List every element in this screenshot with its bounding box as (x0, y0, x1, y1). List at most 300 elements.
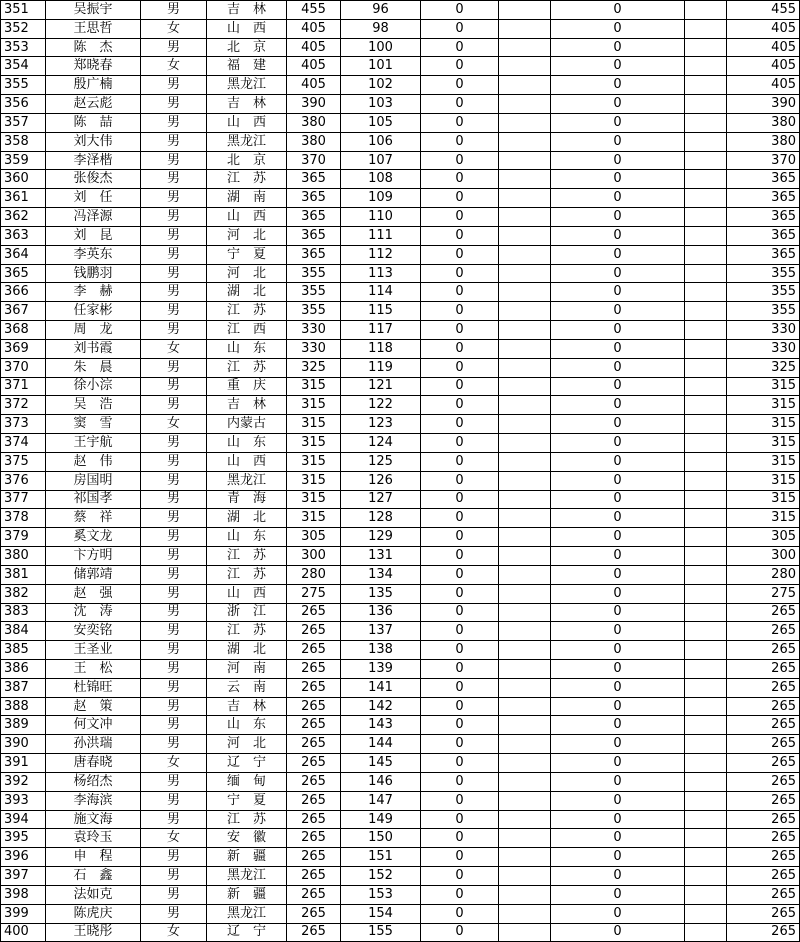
table-row (1, 19, 800, 38)
cell-gender: 女 (141, 19, 207, 38)
cell-blank-a (499, 396, 551, 415)
cell-region: 河 南 (207, 659, 287, 678)
cell-total-score: 365 (287, 226, 341, 245)
table-row (1, 151, 800, 170)
cell-rank: 379 (1, 528, 46, 547)
cell-blank-a (499, 321, 551, 340)
cell-region: 北 京 (207, 38, 287, 57)
cell-bonus-b: 0 (551, 434, 685, 453)
cell-position: 149 (341, 810, 421, 829)
cell-final-score: 315 (727, 490, 800, 509)
cell-final-score: 365 (727, 170, 800, 189)
cell-blank-a (499, 113, 551, 132)
cell-bonus-b: 0 (551, 321, 685, 340)
cell-total-score: 315 (287, 415, 341, 434)
cell-position: 121 (341, 377, 421, 396)
cell-blank-a (499, 76, 551, 95)
cell-total-score: 455 (287, 1, 341, 20)
cell-bonus-a: 0 (421, 735, 499, 754)
cell-gender: 男 (141, 76, 207, 95)
cell-position: 145 (341, 754, 421, 773)
cell-name: 李泽楷 (46, 151, 141, 170)
cell-final-score: 265 (727, 659, 800, 678)
cell-name: 安奕铭 (46, 622, 141, 641)
cell-bonus-a: 0 (421, 885, 499, 904)
cell-blank-a (499, 885, 551, 904)
cell-rank: 377 (1, 490, 46, 509)
cell-final-score: 370 (727, 151, 800, 170)
cell-name: 唐春晓 (46, 754, 141, 773)
table-row (1, 208, 800, 227)
table-row (1, 848, 800, 867)
cell-gender: 男 (141, 226, 207, 245)
cell-region: 湖 北 (207, 641, 287, 660)
table-row (1, 57, 800, 76)
table-row (1, 622, 800, 641)
cell-region: 吉 林 (207, 697, 287, 716)
cell-name: 王 松 (46, 659, 141, 678)
cell-bonus-a: 0 (421, 452, 499, 471)
cell-rank: 392 (1, 772, 46, 791)
cell-bonus-b: 0 (551, 452, 685, 471)
cell-position: 136 (341, 603, 421, 622)
cell-bonus-a: 0 (421, 113, 499, 132)
table-row (1, 377, 800, 396)
cell-gender: 女 (141, 57, 207, 76)
cell-region: 辽 宁 (207, 923, 287, 942)
cell-gender: 男 (141, 659, 207, 678)
cell-blank-a (499, 377, 551, 396)
cell-name: 房国明 (46, 471, 141, 490)
cell-blank-b (685, 132, 727, 151)
cell-blank-a (499, 132, 551, 151)
table-row (1, 810, 800, 829)
cell-region: 北 京 (207, 151, 287, 170)
cell-position: 125 (341, 452, 421, 471)
cell-bonus-b: 0 (551, 584, 685, 603)
cell-blank-a (499, 754, 551, 773)
cell-final-score: 265 (727, 622, 800, 641)
cell-gender: 男 (141, 264, 207, 283)
cell-bonus-b: 0 (551, 659, 685, 678)
cell-rank: 382 (1, 584, 46, 603)
cell-bonus-a: 0 (421, 170, 499, 189)
cell-position: 103 (341, 95, 421, 114)
cell-blank-b (685, 528, 727, 547)
cell-total-score: 315 (287, 490, 341, 509)
cell-gender: 女 (141, 923, 207, 942)
cell-rank: 398 (1, 885, 46, 904)
cell-gender: 男 (141, 678, 207, 697)
cell-bonus-b: 0 (551, 396, 685, 415)
cell-bonus-b: 0 (551, 565, 685, 584)
cell-final-score: 300 (727, 547, 800, 566)
cell-final-score: 315 (727, 452, 800, 471)
cell-region: 湖 南 (207, 189, 287, 208)
cell-gender: 男 (141, 622, 207, 641)
cell-position: 153 (341, 885, 421, 904)
cell-bonus-a: 0 (421, 358, 499, 377)
cell-blank-b (685, 659, 727, 678)
cell-blank-a (499, 848, 551, 867)
cell-position: 152 (341, 867, 421, 886)
cell-total-score: 355 (287, 302, 341, 321)
cell-region: 黑龙江 (207, 867, 287, 886)
cell-blank-b (685, 189, 727, 208)
cell-total-score: 265 (287, 885, 341, 904)
table-row (1, 603, 800, 622)
cell-region: 新 疆 (207, 885, 287, 904)
cell-rank: 387 (1, 678, 46, 697)
table-row (1, 321, 800, 340)
cell-blank-a (499, 829, 551, 848)
cell-rank: 354 (1, 57, 46, 76)
cell-region: 缅 甸 (207, 772, 287, 791)
cell-bonus-a: 0 (421, 810, 499, 829)
cell-total-score: 355 (287, 283, 341, 302)
cell-bonus-a: 0 (421, 754, 499, 773)
cell-blank-b (685, 38, 727, 57)
cell-blank-a (499, 509, 551, 528)
cell-blank-a (499, 1, 551, 20)
cell-total-score: 265 (287, 923, 341, 942)
cell-final-score: 265 (727, 885, 800, 904)
cell-rank: 361 (1, 189, 46, 208)
cell-region: 山 西 (207, 584, 287, 603)
cell-rank: 351 (1, 1, 46, 20)
cell-total-score: 265 (287, 754, 341, 773)
cell-bonus-a: 0 (421, 697, 499, 716)
cell-blank-a (499, 641, 551, 660)
cell-blank-b (685, 697, 727, 716)
cell-region: 江 苏 (207, 547, 287, 566)
cell-blank-b (685, 113, 727, 132)
table-row (1, 76, 800, 95)
cell-name: 窦 雪 (46, 415, 141, 434)
cell-final-score: 405 (727, 19, 800, 38)
cell-region: 湖 北 (207, 283, 287, 302)
cell-bonus-a: 0 (421, 490, 499, 509)
cell-name: 冯泽源 (46, 208, 141, 227)
cell-position: 150 (341, 829, 421, 848)
cell-bonus-b: 0 (551, 113, 685, 132)
cell-bonus-a: 0 (421, 321, 499, 340)
cell-bonus-a: 0 (421, 528, 499, 547)
cell-name: 刘 昆 (46, 226, 141, 245)
cell-blank-a (499, 678, 551, 697)
cell-region: 重 庆 (207, 377, 287, 396)
cell-rank: 384 (1, 622, 46, 641)
cell-bonus-b: 0 (551, 415, 685, 434)
cell-region: 河 北 (207, 735, 287, 754)
cell-gender: 男 (141, 547, 207, 566)
cell-final-score: 315 (727, 509, 800, 528)
cell-final-score: 330 (727, 321, 800, 340)
cell-blank-a (499, 264, 551, 283)
cell-position: 107 (341, 151, 421, 170)
cell-rank: 363 (1, 226, 46, 245)
cell-bonus-b: 0 (551, 735, 685, 754)
cell-name: 钱鹏羽 (46, 264, 141, 283)
cell-final-score: 265 (727, 641, 800, 660)
cell-total-score: 315 (287, 377, 341, 396)
table-row (1, 396, 800, 415)
cell-name: 郑晓春 (46, 57, 141, 76)
cell-blank-a (499, 716, 551, 735)
cell-total-score: 390 (287, 95, 341, 114)
cell-gender: 男 (141, 904, 207, 923)
cell-bonus-b: 0 (551, 885, 685, 904)
cell-rank: 359 (1, 151, 46, 170)
cell-blank-a (499, 547, 551, 566)
cell-blank-b (685, 396, 727, 415)
cell-total-score: 330 (287, 339, 341, 358)
cell-gender: 男 (141, 848, 207, 867)
cell-blank-b (685, 226, 727, 245)
cell-name: 张俊杰 (46, 170, 141, 189)
cell-gender: 男 (141, 434, 207, 453)
cell-gender: 男 (141, 377, 207, 396)
table-row (1, 829, 800, 848)
cell-region: 吉 林 (207, 1, 287, 20)
cell-name: 法如克 (46, 885, 141, 904)
cell-total-score: 405 (287, 76, 341, 95)
table-body (1, 1, 800, 942)
cell-rank: 369 (1, 339, 46, 358)
cell-blank-b (685, 57, 727, 76)
cell-name: 刘书霞 (46, 339, 141, 358)
cell-position: 142 (341, 697, 421, 716)
cell-total-score: 365 (287, 208, 341, 227)
cell-position: 117 (341, 321, 421, 340)
cell-final-score: 315 (727, 396, 800, 415)
cell-gender: 男 (141, 321, 207, 340)
cell-bonus-a: 0 (421, 264, 499, 283)
cell-gender: 女 (141, 339, 207, 358)
cell-bonus-a: 0 (421, 226, 499, 245)
cell-total-score: 405 (287, 57, 341, 76)
cell-blank-b (685, 791, 727, 810)
cell-rank: 400 (1, 923, 46, 942)
cell-total-score: 265 (287, 829, 341, 848)
cell-rank: 352 (1, 19, 46, 38)
cell-gender: 男 (141, 245, 207, 264)
cell-blank-a (499, 810, 551, 829)
table-row (1, 452, 800, 471)
cell-final-score: 380 (727, 113, 800, 132)
cell-gender: 男 (141, 1, 207, 20)
cell-region: 吉 林 (207, 95, 287, 114)
cell-bonus-a: 0 (421, 95, 499, 114)
cell-position: 151 (341, 848, 421, 867)
table-row (1, 584, 800, 603)
table-row (1, 904, 800, 923)
cell-final-score: 380 (727, 132, 800, 151)
cell-rank: 376 (1, 471, 46, 490)
cell-final-score: 390 (727, 95, 800, 114)
cell-gender: 女 (141, 415, 207, 434)
cell-region: 山 西 (207, 19, 287, 38)
cell-total-score: 275 (287, 584, 341, 603)
cell-bonus-a: 0 (421, 377, 499, 396)
cell-position: 123 (341, 415, 421, 434)
cell-blank-a (499, 622, 551, 641)
cell-name: 陈 喆 (46, 113, 141, 132)
cell-total-score: 265 (287, 697, 341, 716)
cell-blank-a (499, 434, 551, 453)
table-row (1, 509, 800, 528)
cell-bonus-a: 0 (421, 76, 499, 95)
cell-name: 王圣业 (46, 641, 141, 660)
cell-final-score: 330 (727, 339, 800, 358)
cell-bonus-b: 0 (551, 678, 685, 697)
cell-blank-a (499, 170, 551, 189)
cell-blank-b (685, 415, 727, 434)
cell-blank-b (685, 452, 727, 471)
cell-total-score: 315 (287, 509, 341, 528)
cell-name: 朱 晨 (46, 358, 141, 377)
cell-blank-b (685, 829, 727, 848)
table-row (1, 490, 800, 509)
cell-gender: 男 (141, 867, 207, 886)
cell-position: 147 (341, 791, 421, 810)
cell-position: 111 (341, 226, 421, 245)
cell-name: 王宇航 (46, 434, 141, 453)
cell-rank: 396 (1, 848, 46, 867)
cell-position: 131 (341, 547, 421, 566)
cell-name: 赵 强 (46, 584, 141, 603)
cell-bonus-a: 0 (421, 189, 499, 208)
cell-region: 河 北 (207, 264, 287, 283)
cell-rank: 356 (1, 95, 46, 114)
cell-final-score: 265 (727, 904, 800, 923)
cell-gender: 男 (141, 584, 207, 603)
cell-region: 内蒙古 (207, 415, 287, 434)
table-row (1, 339, 800, 358)
cell-gender: 女 (141, 829, 207, 848)
cell-rank: 395 (1, 829, 46, 848)
cell-total-score: 325 (287, 358, 341, 377)
cell-bonus-b: 0 (551, 38, 685, 57)
cell-bonus-b: 0 (551, 302, 685, 321)
cell-bonus-b: 0 (551, 76, 685, 95)
cell-blank-b (685, 283, 727, 302)
cell-bonus-b: 0 (551, 509, 685, 528)
cell-name: 刘大伟 (46, 132, 141, 151)
table-row (1, 867, 800, 886)
cell-name: 卞方明 (46, 547, 141, 566)
cell-bonus-b: 0 (551, 358, 685, 377)
cell-bonus-b: 0 (551, 923, 685, 942)
cell-bonus-a: 0 (421, 565, 499, 584)
cell-position: 155 (341, 923, 421, 942)
cell-total-score: 370 (287, 151, 341, 170)
cell-blank-a (499, 415, 551, 434)
cell-total-score: 265 (287, 904, 341, 923)
cell-position: 108 (341, 170, 421, 189)
cell-gender: 男 (141, 38, 207, 57)
cell-blank-b (685, 377, 727, 396)
cell-final-score: 265 (727, 829, 800, 848)
table-row (1, 716, 800, 735)
cell-rank: 367 (1, 302, 46, 321)
cell-name: 吴 浩 (46, 396, 141, 415)
table-row (1, 415, 800, 434)
cell-bonus-a: 0 (421, 302, 499, 321)
cell-blank-b (685, 1, 727, 20)
cell-total-score: 330 (287, 321, 341, 340)
table-row (1, 264, 800, 283)
cell-rank: 386 (1, 659, 46, 678)
table-row (1, 471, 800, 490)
cell-final-score: 365 (727, 208, 800, 227)
cell-position: 129 (341, 528, 421, 547)
cell-blank-b (685, 358, 727, 377)
cell-region: 宁 夏 (207, 791, 287, 810)
cell-rank: 389 (1, 716, 46, 735)
table-row (1, 754, 800, 773)
cell-blank-a (499, 490, 551, 509)
cell-gender: 男 (141, 95, 207, 114)
cell-position: 119 (341, 358, 421, 377)
cell-region: 河 北 (207, 226, 287, 245)
cell-region: 山 东 (207, 716, 287, 735)
cell-gender: 男 (141, 565, 207, 584)
cell-name: 任家彬 (46, 302, 141, 321)
table-row (1, 302, 800, 321)
cell-name: 祁国孝 (46, 490, 141, 509)
cell-final-score: 315 (727, 471, 800, 490)
cell-final-score: 315 (727, 434, 800, 453)
cell-final-score: 325 (727, 358, 800, 377)
cell-total-score: 380 (287, 113, 341, 132)
cell-blank-b (685, 810, 727, 829)
cell-position: 118 (341, 339, 421, 358)
table-row (1, 95, 800, 114)
cell-blank-b (685, 848, 727, 867)
cell-blank-b (685, 151, 727, 170)
cell-region: 山 东 (207, 434, 287, 453)
cell-blank-b (685, 584, 727, 603)
cell-final-score: 315 (727, 377, 800, 396)
cell-bonus-b: 0 (551, 848, 685, 867)
cell-name: 李海滨 (46, 791, 141, 810)
cell-gender: 男 (141, 772, 207, 791)
cell-position: 100 (341, 38, 421, 57)
cell-bonus-b: 0 (551, 226, 685, 245)
cell-region: 江 苏 (207, 170, 287, 189)
cell-bonus-a: 0 (421, 547, 499, 566)
cell-blank-b (685, 885, 727, 904)
cell-blank-a (499, 659, 551, 678)
cell-blank-b (685, 490, 727, 509)
cell-bonus-a: 0 (421, 622, 499, 641)
cell-position: 138 (341, 641, 421, 660)
cell-name: 吴振宇 (46, 1, 141, 20)
cell-position: 122 (341, 396, 421, 415)
cell-blank-a (499, 302, 551, 321)
cell-bonus-a: 0 (421, 848, 499, 867)
cell-blank-a (499, 791, 551, 810)
cell-final-score: 365 (727, 245, 800, 264)
cell-total-score: 265 (287, 810, 341, 829)
cell-bonus-a: 0 (421, 57, 499, 76)
cell-blank-b (685, 716, 727, 735)
cell-region: 浙 江 (207, 603, 287, 622)
cell-bonus-a: 0 (421, 132, 499, 151)
cell-rank: 397 (1, 867, 46, 886)
cell-final-score: 305 (727, 528, 800, 547)
